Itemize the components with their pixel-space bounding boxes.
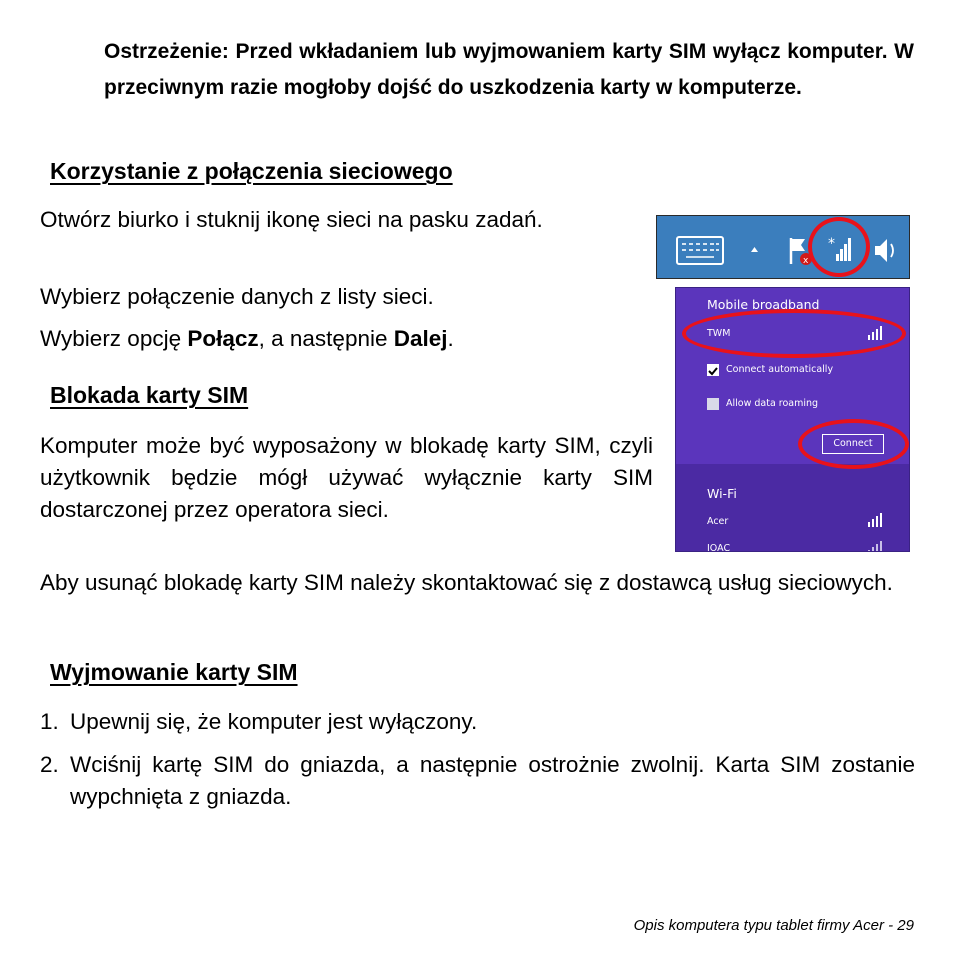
list-item-2-text: Wciśnij kartę SIM do gniazda, a następnie ostrożnie zwolnij. Karta SIM zostanie wypchnięta z gniazda. — [70, 752, 915, 809]
list-item-2-number: 2. — [40, 752, 59, 777]
bold-next-label: Dalej — [393, 326, 448, 351]
wifi-signal-icon — [866, 512, 884, 528]
keyboard-icon — [677, 237, 723, 264]
text-segment: , a następnie — [258, 326, 394, 351]
highlight-ring-connect — [798, 419, 909, 469]
allow-roaming-checkbox[interactable] — [707, 398, 719, 410]
wifi-network-acer[interactable]: Acer — [707, 516, 729, 527]
connect-automatically-label: Connect automatically — [726, 364, 834, 375]
list-item-1-text: Upewnij się, że komputer jest wyłączony. — [70, 709, 478, 734]
heading-network-connection: Korzystanie z połączenia sieciowego — [50, 158, 453, 184]
mobile-broadband-header: Mobile broadband — [707, 297, 820, 312]
network-panel-image — [675, 287, 910, 552]
text-segment: Wybierz opcję — [40, 326, 188, 351]
allow-roaming-label: Allow data roaming — [726, 398, 819, 409]
paragraph-remove-lock: Aby usunąć blokadę karty SIM należy skontaktować się z dostawcą usług sieciowych. — [40, 570, 893, 595]
speaker-icon — [875, 239, 893, 262]
taskbar-image — [656, 215, 910, 279]
network-name-twm[interactable]: TWM — [707, 328, 731, 339]
page-footer: Opis komputera typu tablet firmy Acer - 29 — [633, 917, 914, 934]
connect-button[interactable]: Connect — [822, 434, 884, 454]
wifi-network-ioac[interactable]: IOAC — [707, 543, 731, 552]
svg-text:x: x — [803, 256, 809, 266]
chevron-up-icon — [751, 247, 758, 252]
list-item-1-number: 1. — [40, 709, 59, 734]
paragraph-open-desktop: Otwórz biurko i stuknij ikonę sieci na pasku zadań. — [40, 207, 543, 232]
bold-connect-label: Połącz — [187, 326, 259, 351]
taskbar-icons — [657, 216, 911, 280]
wifi-signal-weak-icon — [866, 540, 884, 552]
connect-automatically-checkbox[interactable] — [707, 364, 719, 376]
highlight-ring-signal — [808, 217, 870, 277]
heading-remove-sim: Wyjmowanie karty SIM — [50, 659, 298, 685]
paragraph-select-connect — [40, 323, 454, 355]
svg-text:*: * — [828, 236, 835, 252]
paragraph-sim-lock: Komputer może być wyposażony w blokadę karty SIM, czyli użytkownik będzie mógł używać wyłącznie karty SIM dostarczonej przez operatora sieci. — [40, 433, 653, 522]
wifi-header: Wi-Fi — [707, 486, 737, 501]
heading-sim-lock: Blokada karty SIM — [50, 382, 249, 408]
paragraph-select-connection: Wybierz połączenie danych z listy sieci. — [40, 284, 434, 309]
warning-note: Ostrzeżenie: Przed wkładaniem lub wyjmowaniem karty SIM wyłącz komputer. W przeciwnym razie mogłoby dojść do uszkodzenia karty w komputerze. — [104, 40, 914, 99]
highlight-ring-network — [682, 309, 906, 358]
text-segment: . — [447, 326, 454, 351]
wifi-section — [676, 464, 910, 552]
checkmark-icon — [707, 365, 719, 377]
